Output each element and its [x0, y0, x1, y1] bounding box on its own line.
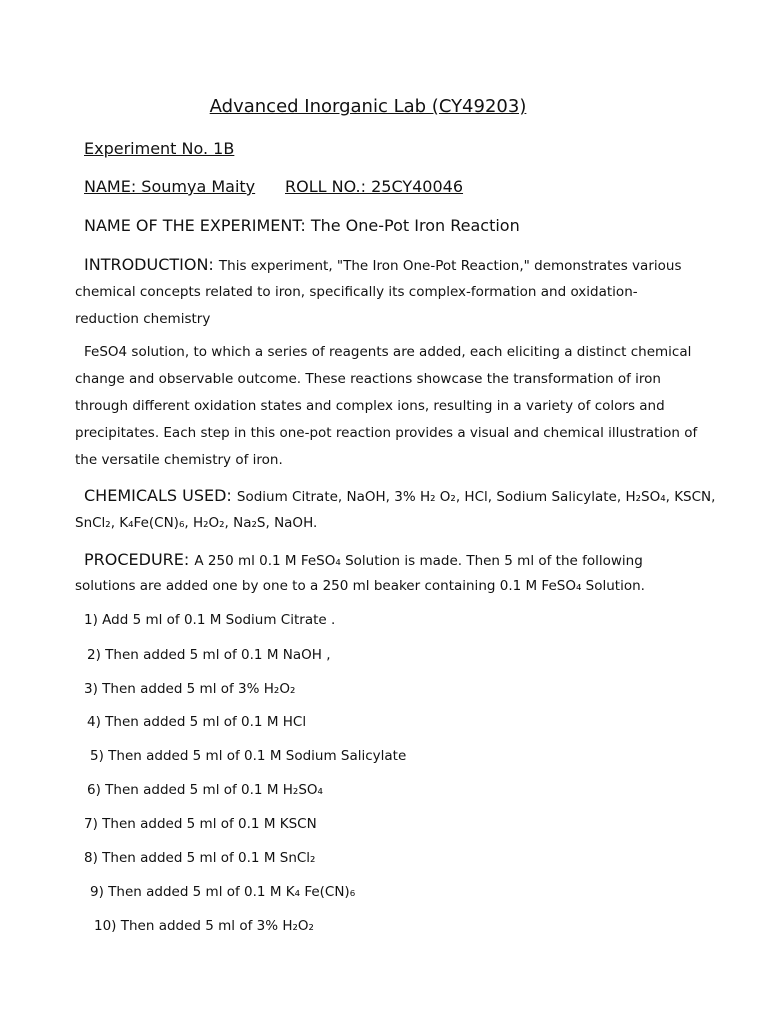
procedure-step-8: 8) Then added 5 ml of 0.1 M SnCl₂	[84, 850, 316, 866]
procedure-step-10: 10) Then added 5 ml of 3% H₂O₂	[94, 918, 314, 934]
paragraph-line-2: change and observable outcome. These reactions showcase the transformation of iron	[75, 371, 661, 387]
introduction-line-3: reduction chemistry	[75, 311, 211, 327]
procedure-heading: PROCEDURE:	[84, 550, 195, 569]
roll-number: ROLL NO.: 25CY40046	[285, 177, 464, 196]
paragraph-line-5: the versatile chemistry of iron.	[75, 452, 283, 468]
chemicals-line-2: SnCl₂, K₄Fe(CN)₆, H₂O₂, Na₂S, NaOH.	[75, 515, 318, 531]
chemicals-line-1	[84, 486, 715, 505]
experiment-number: Experiment No. 1B	[84, 139, 235, 158]
procedure-step-3: 3) Then added 5 ml of 3% H₂O₂	[84, 681, 296, 697]
paragraph-line-1: FeSO4 solution, to which a series of reagents are added, each eliciting a distinct chemical	[84, 344, 692, 360]
introduction-text-1: This experiment, "The Iron One-Pot Reaction," demonstrates various	[218, 258, 682, 274]
procedure-line-1	[84, 550, 643, 569]
chemicals-text-1: Sodium Citrate, NaOH, 3% H₂ O₂, HCl, Sodium Salicylate, H₂SO₄, KSCN,	[236, 489, 716, 505]
document-title: Advanced Inorganic Lab (CY49203)	[209, 96, 527, 117]
procedure-step-2: 2) Then added 5 ml of 0.1 M NaOH ,	[87, 647, 331, 663]
introduction-line-1	[84, 255, 681, 274]
procedure-text-1: A 250 ml 0.1 M FeSO₄ Solution is made. Then 5 ml of the following	[194, 553, 643, 569]
chemicals-heading: CHEMICALS USED:	[84, 486, 237, 505]
student-name: NAME: Soumya Maity	[84, 177, 256, 196]
procedure-step-6: 6) Then added 5 ml of 0.1 M H₂SO₄	[87, 782, 323, 798]
procedure-step-5: 5) Then added 5 ml of 0.1 M Sodium Salicylate	[90, 748, 407, 764]
experiment-name: NAME OF THE EXPERIMENT: The One-Pot Iron Reaction	[84, 216, 520, 235]
introduction-line-2: chemical concepts related to iron, specifically its complex-formation and oxidation-	[75, 284, 638, 300]
introduction-heading: INTRODUCTION:	[84, 255, 219, 274]
procedure-step-1: 1) Add 5 ml of 0.1 M Sodium Citrate .	[84, 612, 336, 628]
procedure-step-7: 7) Then added 5 ml of 0.1 M KSCN	[84, 816, 317, 832]
paragraph-line-3: through different oxidation states and complex ions, resulting in a variety of colors and	[75, 398, 665, 414]
procedure-line-2: solutions are added one by one to a 250 ml beaker containing 0.1 M FeSO₄ Solution.	[75, 578, 645, 594]
paragraph-line-4: precipitates. Each step in this one-pot reaction provides a visual and chemical illustration of	[75, 425, 698, 441]
procedure-step-9: 9) Then added 5 ml of 0.1 M K₄ Fe(CN)₆	[90, 884, 356, 900]
procedure-step-4: 4) Then added 5 ml of 0.1 M HCl	[87, 714, 307, 730]
